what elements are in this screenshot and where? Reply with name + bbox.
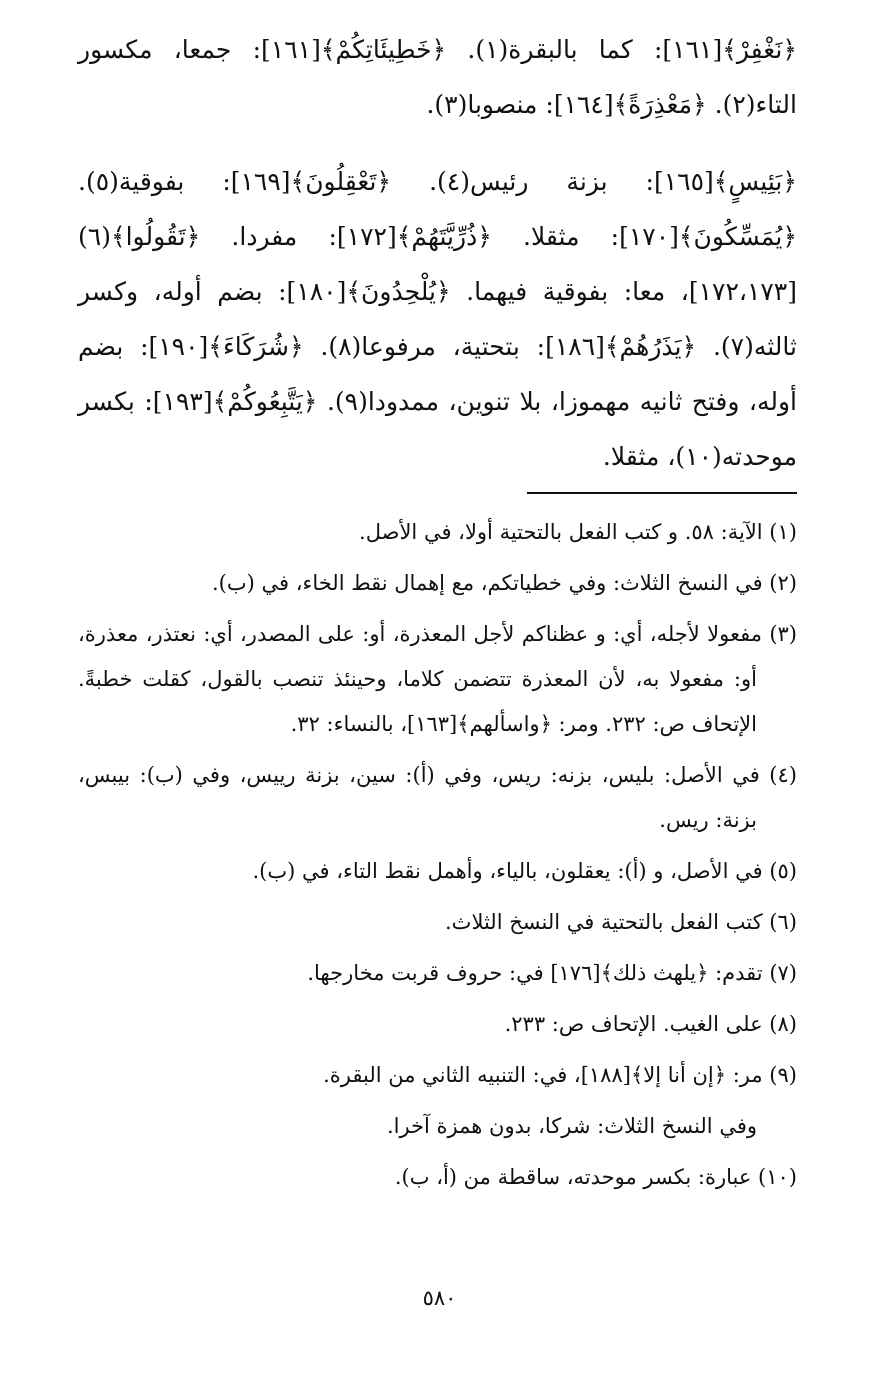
footnote-5: (٥) في الأصل، و (أ): يعقلون، بالياء، وأهمل نقط التاء، في (ب). bbox=[252, 859, 797, 883]
footnote-1: (١) الآية: ٥٨. و كتب الفعل بالتحتية أولا، في الأصل. bbox=[359, 520, 797, 544]
footnote-10: (١٠) عبارة: بكسر موحدته، ساقطة من (أ، ب). bbox=[394, 1165, 797, 1189]
main-paragraph-1: ﴿نَغْفِرْ﴾[١٦١]: كما بالبقرة(١). ﴿خَطِيئَاتِكُمْ﴾[١٦١]: جمعا، مكسور التاء(٢). ﴿مَعْذِرَةً﴾[١٦٤]: منصوبا(٣). bbox=[78, 35, 797, 119]
footnote-4: (٤) في الأصل: بليس، بزنه: ريس، وفي (أ): سين، بزنة رييس، وفي (ب): بيبس، بزنة: ريس. bbox=[78, 763, 797, 832]
footnote-6: (٦) كتب الفعل بالتحتية في النسخ الثلاث. bbox=[445, 910, 797, 934]
footnote-2: (٢) في النسخ الثلاث: وفي خطياتكم، مع إهمال نقط الخاء، في (ب). bbox=[211, 571, 797, 595]
footnote-9-continuation: وفي النسخ الثلاث: شركا، بدون همزة آخرا. bbox=[386, 1114, 757, 1138]
main-paragraph-2: ﴿بَئِيسٍ﴾[١٦٥]: بزنة رئيس(٤). ﴿تَعْقِلُونَ﴾[١٦٩]: بفوقية(٥). ﴿يُمَسِّكُونَ﴾[١٧٠]: مثقلا. ﴿ذُرِّيَّتَهُمْ﴾[١٧٢]: مفردا. ﴿تَقُولُوا﴾(٦)[١٧٢،١٧٣]، معا: بفوقية فيهما. ﴿يُلْحِدُونَ﴾[١٨٠]: بضم أوله، وكسر ثالثه(٧). ﴿يَذَرُهُمْ﴾[١٨٦]: بتحتية، مرفوعا(٨). ﴿شُرَكَاءَ﴾[١٩٠]: بضم أوله، وفتح ثانيه مهموزا، بلا تنوين، ممدودا(٩). ﴿يَتَّبِعُوكُمْ﴾[١٩٣]: بكسر موحدته(١٠)، مثقلا. bbox=[78, 167, 798, 471]
footnote-7: (٧) تقدم: ﴿يلهث ذلك﴾[١٧٦] في: حروف قربت مخارجها. bbox=[307, 961, 797, 985]
footnote-separator-line bbox=[527, 492, 797, 494]
footnote-9: (٩) مر: ﴿إن أنا إلا﴾[١٨٨]، في: التنبيه الثاني من البقرة. bbox=[323, 1063, 797, 1087]
page-number: ٥٨٠ bbox=[422, 1286, 457, 1310]
footnote-8: (٨) على الغيب. الإتحاف ص: ٢٣٣. bbox=[504, 1012, 797, 1036]
footnote-3: (٣) مفعولا لأجله، أي: و عظناكم لأجل المعذرة، أو: على المصدر، أي: نعتذر، معذرة، أو: مفعولا به، لأن المعذرة تتضمن كلاما، وحينئذ تنصب بالقول، كقلت خطبةً. الإتحاف ص: ٢٣٢. ومر: ﴿واسألهم﴾[١٦٣]، بالنساء: ٣٢. bbox=[78, 622, 797, 736]
footnotes bbox=[78, 510, 797, 1206]
main-text bbox=[78, 22, 797, 484]
